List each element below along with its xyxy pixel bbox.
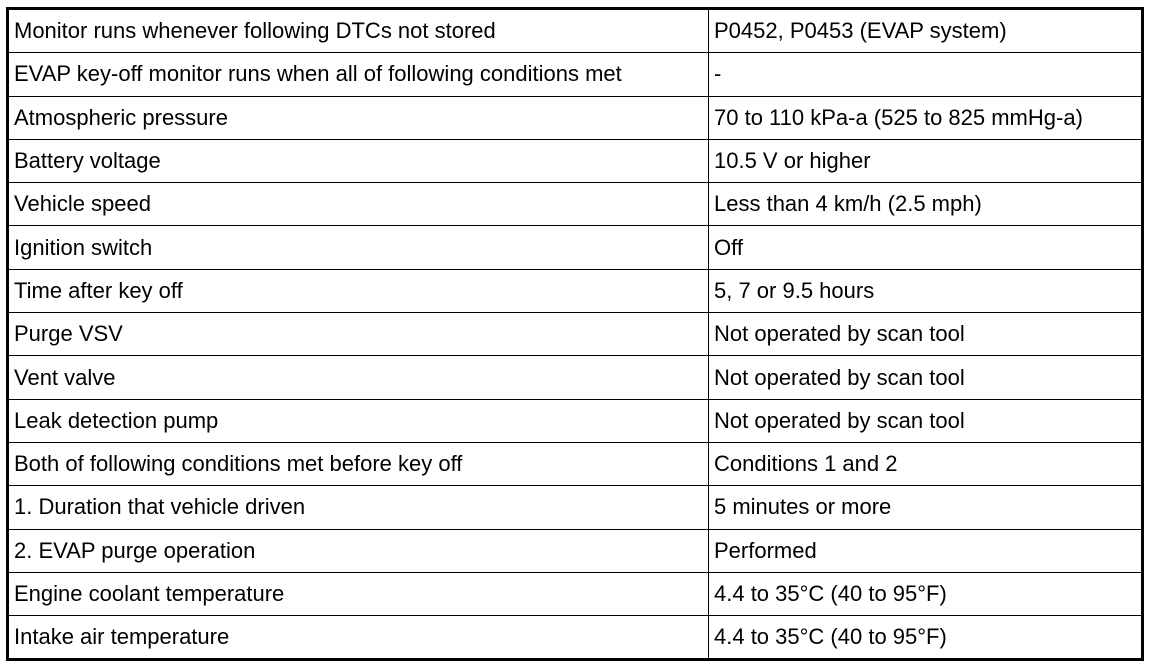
condition-cell: 2. EVAP purge operation bbox=[8, 529, 709, 572]
table-row bbox=[8, 269, 1143, 312]
table-row bbox=[8, 442, 1143, 485]
condition-cell: Ignition switch bbox=[8, 226, 709, 269]
condition-cell: Time after key off bbox=[8, 269, 709, 312]
table-row bbox=[8, 9, 1143, 53]
value-cell: 4.4 to 35°C (40 to 95°F) bbox=[709, 616, 1143, 660]
table-row bbox=[8, 183, 1143, 226]
value-cell: Not operated by scan tool bbox=[709, 399, 1143, 442]
table-row bbox=[8, 616, 1143, 660]
value-cell: Less than 4 km/h (2.5 mph) bbox=[709, 183, 1143, 226]
value-cell: P0452, P0453 (EVAP system) bbox=[709, 9, 1143, 53]
conditions-table bbox=[6, 7, 1144, 661]
value-cell: Performed bbox=[709, 529, 1143, 572]
condition-cell: Leak detection pump bbox=[8, 399, 709, 442]
table-row bbox=[8, 356, 1143, 399]
condition-cell: EVAP key-off monitor runs when all of following conditions met bbox=[8, 53, 709, 96]
value-cell: Conditions 1 and 2 bbox=[709, 442, 1143, 485]
condition-cell: Both of following conditions met before key off bbox=[8, 442, 709, 485]
table-row bbox=[8, 313, 1143, 356]
table-row bbox=[8, 529, 1143, 572]
condition-cell: 1. Duration that vehicle driven bbox=[8, 486, 709, 529]
value-cell: Off bbox=[709, 226, 1143, 269]
table-row bbox=[8, 53, 1143, 96]
condition-cell: Engine coolant temperature bbox=[8, 572, 709, 615]
value-cell: 4.4 to 35°C (40 to 95°F) bbox=[709, 572, 1143, 615]
condition-cell: Atmospheric pressure bbox=[8, 96, 709, 139]
value-cell: - bbox=[709, 53, 1143, 96]
table-row bbox=[8, 96, 1143, 139]
value-cell: 10.5 V or higher bbox=[709, 139, 1143, 182]
value-cell: Not operated by scan tool bbox=[709, 313, 1143, 356]
value-cell: 70 to 110 kPa-a (525 to 825 mmHg-a) bbox=[709, 96, 1143, 139]
value-cell: 5 minutes or more bbox=[709, 486, 1143, 529]
value-cell: Not operated by scan tool bbox=[709, 356, 1143, 399]
condition-cell: Intake air temperature bbox=[8, 616, 709, 660]
condition-cell: Battery voltage bbox=[8, 139, 709, 182]
condition-cell: Purge VSV bbox=[8, 313, 709, 356]
table-row bbox=[8, 139, 1143, 182]
condition-cell: Vent valve bbox=[8, 356, 709, 399]
table-row bbox=[8, 486, 1143, 529]
value-cell: 5, 7 or 9.5 hours bbox=[709, 269, 1143, 312]
conditions-table-body bbox=[8, 9, 1143, 660]
condition-cell: Vehicle speed bbox=[8, 183, 709, 226]
table-row bbox=[8, 226, 1143, 269]
condition-cell: Monitor runs whenever following DTCs not stored bbox=[8, 9, 709, 53]
table-row bbox=[8, 572, 1143, 615]
table-row bbox=[8, 399, 1143, 442]
